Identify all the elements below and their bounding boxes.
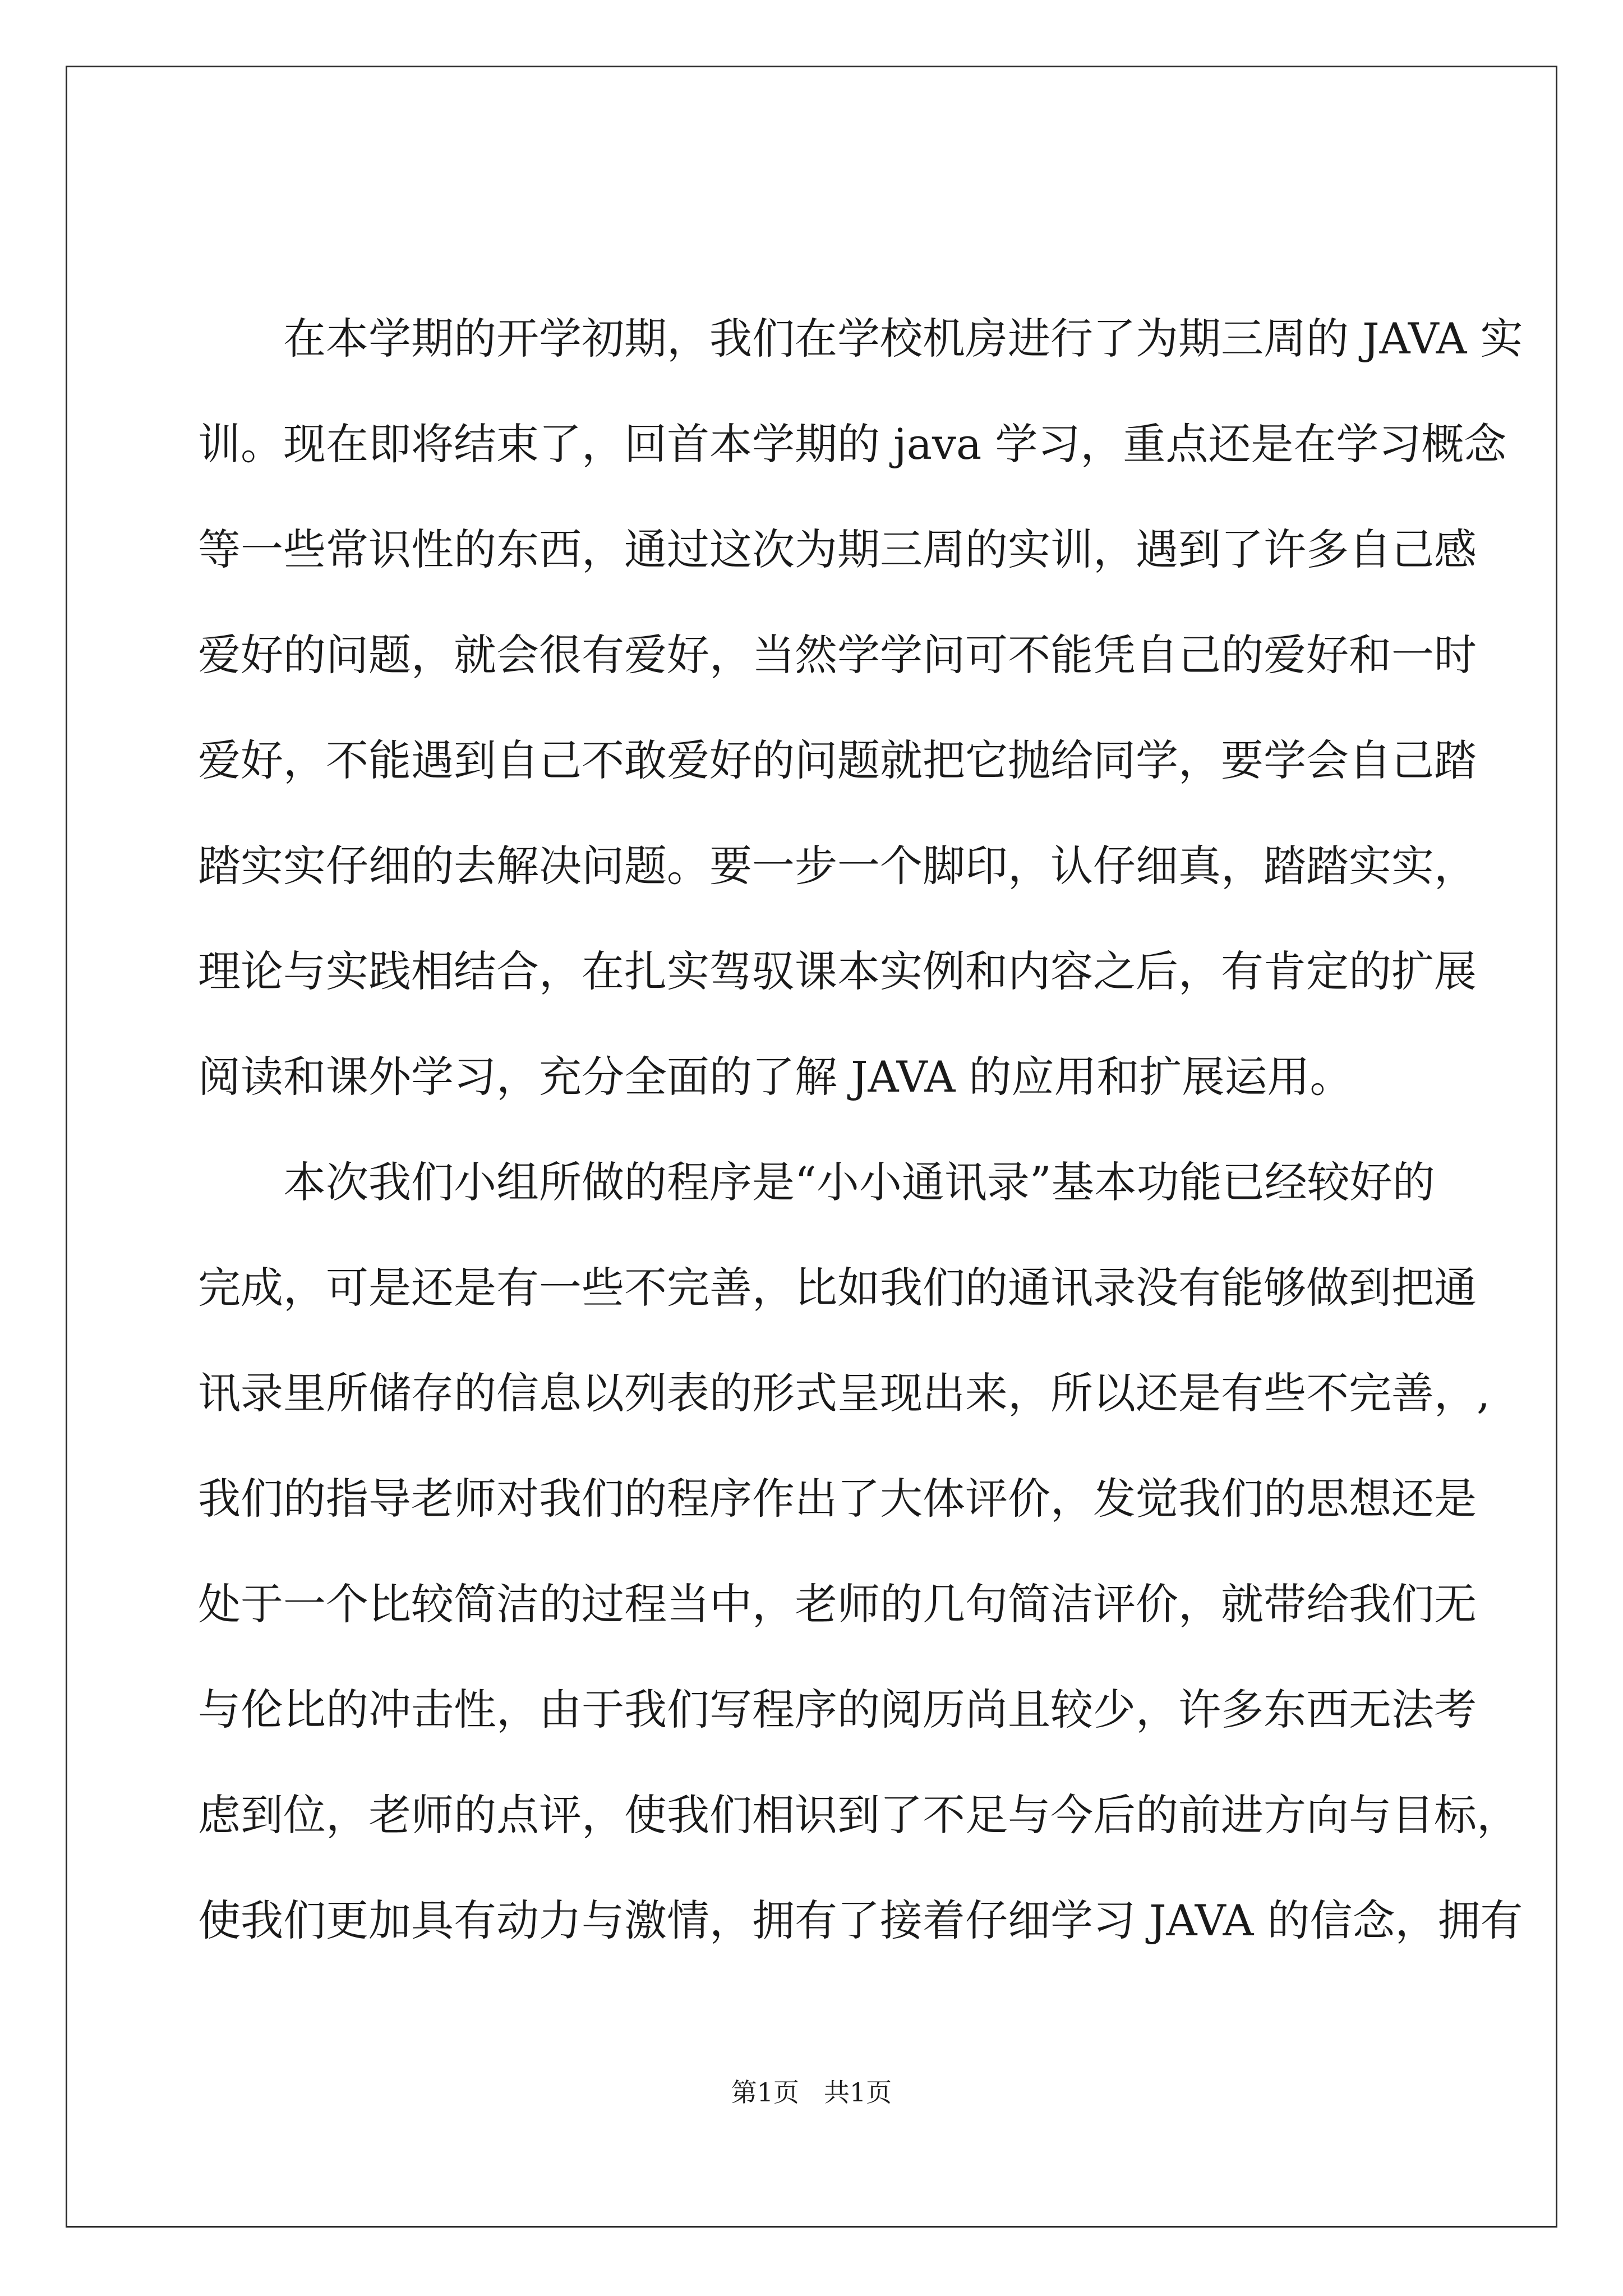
paragraph-1 — [198, 286, 1523, 1130]
paragraph-line: 与伦比的冲击性，由于我们写程序的阅历尚且较少，许多东西无法考 — [198, 1685, 1477, 1734]
paragraph-line: 完成，可是还是有一些不完善，比如我们的通讯录没有能够做到把通 — [198, 1263, 1477, 1313]
paragraph-line: 训。现在即将结束了，回首本学期的 java 学习，重点还是在学习概念 — [198, 419, 1507, 469]
paragraph-line: 处于一个比较简洁的过程当中，老师的几句简洁评价，就带给我们无 — [198, 1579, 1477, 1629]
paragraph-line: 虑到位，老师的点评，使我们相识到了不足与今后的前进方向与目标， — [198, 1790, 1519, 1840]
page-number-total: 共1页 — [824, 2077, 892, 2108]
paragraph-line: 理论与实践相结合，在扎实驾驭课本实例和内容之后，有肯定的扩展 — [198, 946, 1477, 996]
paragraph-line: 我们的指导老师对我们的程序作出了大体评价，发觉我们的思想还是 — [198, 1474, 1477, 1524]
paragraph-line: 爱好，不能遇到自己不敢爱好的问题就把它抛给同学，要学会自己踏 — [198, 735, 1477, 785]
paragraph-2 — [198, 1130, 1523, 1973]
paragraph-line: 等一些常识性的东西，通过这次为期三周的实训，遇到了许多自己感 — [198, 524, 1477, 574]
document-body — [198, 286, 1523, 1973]
paragraph-line: 踏实实仔细的去解决问题。要一步一个脚印，认仔细真，踏踏实实， — [198, 841, 1477, 891]
paragraph-line: 本次我们小组所做的程序是“小小通讯录”基本功能已经较好的 — [283, 1157, 1435, 1207]
paragraph-line: 在本学期的开学初期，我们在学校机房进行了为期三周的 JAVA 实 — [283, 314, 1523, 364]
paragraph-line: 使我们更加具有动力与激情，拥有了接着仔细学习 JAVA 的信念，拥有 — [198, 1895, 1523, 1945]
page-number-current: 第1页 — [731, 2077, 799, 2108]
paragraph-line: 爱好的问题，就会很有爱好，当然学学问可不能凭自己的爱好和一时 — [198, 630, 1477, 680]
page-footer — [0, 2076, 1623, 2109]
paragraph-line: 阅读和课外学习，充分全面的了解 JAVA 的应用和扩展运用。 — [198, 1052, 1353, 1102]
paragraph-line: 讯录里所储存的信息以列表的形式呈现出来，所以还是有些不完善，, — [198, 1368, 1491, 1418]
